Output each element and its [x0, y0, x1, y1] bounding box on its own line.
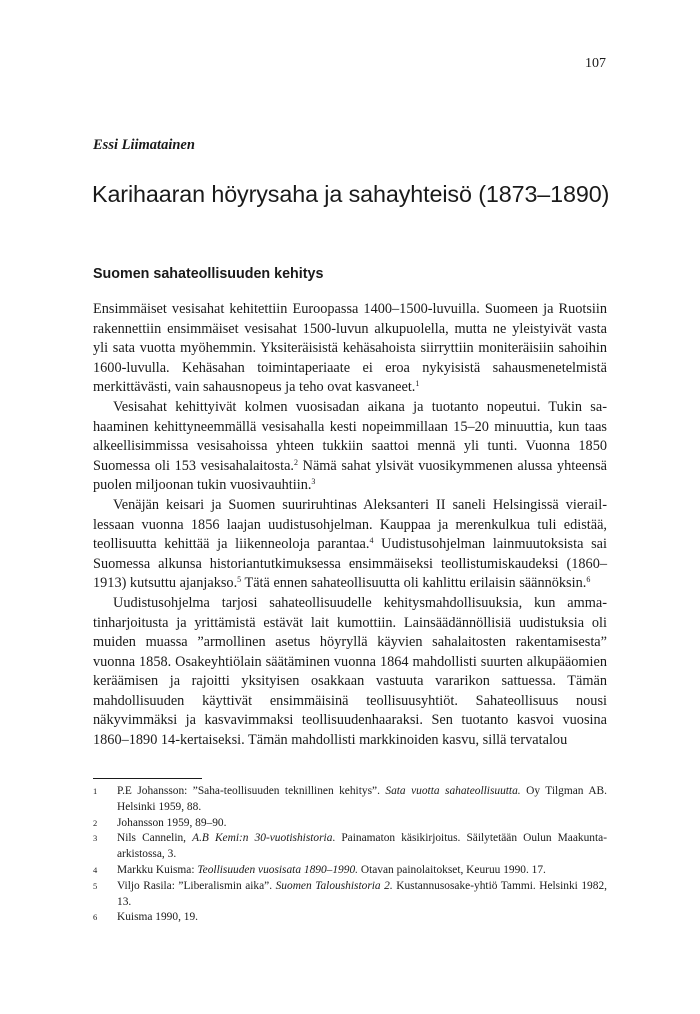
footnote-4 [93, 863, 607, 879]
footnote-3 [93, 831, 607, 863]
footnote-6 [93, 910, 607, 926]
footnote-number: 5 [93, 880, 98, 891]
footnote-number: 1 [93, 786, 98, 796]
footnote-ref-2: 2 [293, 457, 298, 467]
paragraph-4: Uudistusohjelma tarjosi sahateollisuudelle kehitysmahdollisuuksia, kun ammatinharjoitusta ja yrittämistä estävät lait kumottiin. Lainsäädännöllisiä uudistuksia oli muiden muassa ”armollinen asetus höyryllä käyvien sahalaitosten rakentamisesta” vuonna 1858. Osakeyhtiölain säätäminen vuonna 1864 mahdollisti suurten alkupääomien keräämisen ja rajoitti yksityisen osakkaan vastuuta vararikon sattuessa. Tämän mahdollisuuden käyttivät ensimmäisinä teollisuusyhtiöt. Sahateollisuus nousi näkyvimmäksi ja kasvavimmaksi teollisuudenhaaraksi. Sen tuotanto kasvoi vuosina 1860–1890 14-kertaiseksi. Tämän mahdollisti markkinoiden kasvu, sillä tervatalou [93, 594, 607, 749]
page-number: 107 [585, 56, 606, 71]
footnote-text: Viljo Rasila: ”Liberalismin aika”. Suomen Taloushistoria 2. Kustannusosake-yhtiö Tammi. Helsinki 1982, 13. [117, 879, 607, 908]
footnote-ref-4: 4 [369, 536, 374, 546]
paragraph-3: Venäjän keisari ja Suomen suuriruhtinas Aleksanteri II saneli Helsingissä vieraillessaan vuonna 1856 laajan uudistusohjelman. Kauppaa ja merenkulkua tuli edistää, teollisuutta kehittää ja liikenneoloja parantaa.$^4$ Uudistusohjelman lainmuutoksista sai Suomessa alkunsa historiantutkimuksessa ensimmäiseksi teollistumiskaudeksi (1860–1913) kutsuttu ajanjakso.$^5$ Tätä ennen sahateollisuutta oli kahlittu erilaisin säännöksin.$^6$ [93, 496, 607, 592]
footnote-number: 3 [93, 833, 98, 844]
footnote-ref-5: 5 [237, 575, 242, 585]
footnote-ref-6: 6 [586, 575, 591, 585]
footnote-ref-3: 3 [311, 477, 316, 487]
paragraph-2: Vesisahat kehittyivät kolmen vuosisadan aikana ja tuotanto nopeutui. Tukin sahaaminen kehittyneemmällä vesisahalla kesti nopeimmillaan 15–20 minuuttia, kun taas alkeellisimmissa vesisahoissa yhteen tukkiin saattoi mennä yli tunti. Vuonna 1850 Suomessa oli 153 vesisahalaitosta.$^2$ Nämä sahat ylsivät vuosikymmenen alussa yhteensä puolen miljoonan tukin vuosivauhtiin.$^3$ [93, 398, 607, 494]
footnote-ref-1: 1 [415, 379, 420, 389]
author-name: Essi Liimatainen [93, 137, 195, 153]
footnote-text: Nils Cannelin, A.B Kemi:n 30-vuotishistoria. Painamaton käsikirjoitus. Säilytetään Oulun Maakunta-arkistossa, 3. [117, 832, 608, 861]
body-text [93, 300, 607, 751]
footnote-2 [93, 816, 607, 832]
section-heading: Suomen sahateollisuuden kehitys [93, 266, 324, 282]
footnote-text: Markku Kuisma: Teollisuuden vuosisata 1890–1990. Otavan painolaitokset, Keuruu 1990. 17. [117, 863, 546, 876]
paragraph-1: Ensimmäiset vesisahat kehitettiin Euroopassa 1400–1500-luvuilla. Suomeen ja Ruotsiin rakennettiin ensimmäiset vesisahat 1500-luvun alkupuolella, mutta ne yleistyivät vasta yli sata vuotta myöhemmin. Yksiteräisistä kehäsahoista siirryttiin moniteräisiin sahoihin 1600-luvulla. Kehäsahan toimintaperiaate ei eroa nykyisistä sahausmenetelmistä merkittävästi, vain sahausnopeus ja teho ovat kasvaneet.$^1$ [93, 301, 607, 396]
footnote-number: 4 [93, 864, 98, 875]
footnote-text: Johansson 1959, 89–90. [117, 816, 227, 829]
footnote-number: 2 [93, 817, 98, 828]
footnote-text: P.E Johansson: ”Saha-teollisuuden teknillinen kehitys”. Sata vuotta sahateollisuutta. Oy Tilgman AB. Helsinki 1959, 88. [117, 785, 607, 813]
article-title: Karihaaran höyrysaha ja sahayhteisö (1873–1890) [92, 181, 610, 207]
footnote-number: 6 [93, 912, 98, 923]
footnotes [93, 784, 607, 926]
footnote-1 [93, 784, 607, 816]
footnote-separator [93, 778, 202, 779]
footnote-5 [93, 879, 607, 911]
footnote-text: Kuisma 1990, 19. [117, 911, 198, 924]
